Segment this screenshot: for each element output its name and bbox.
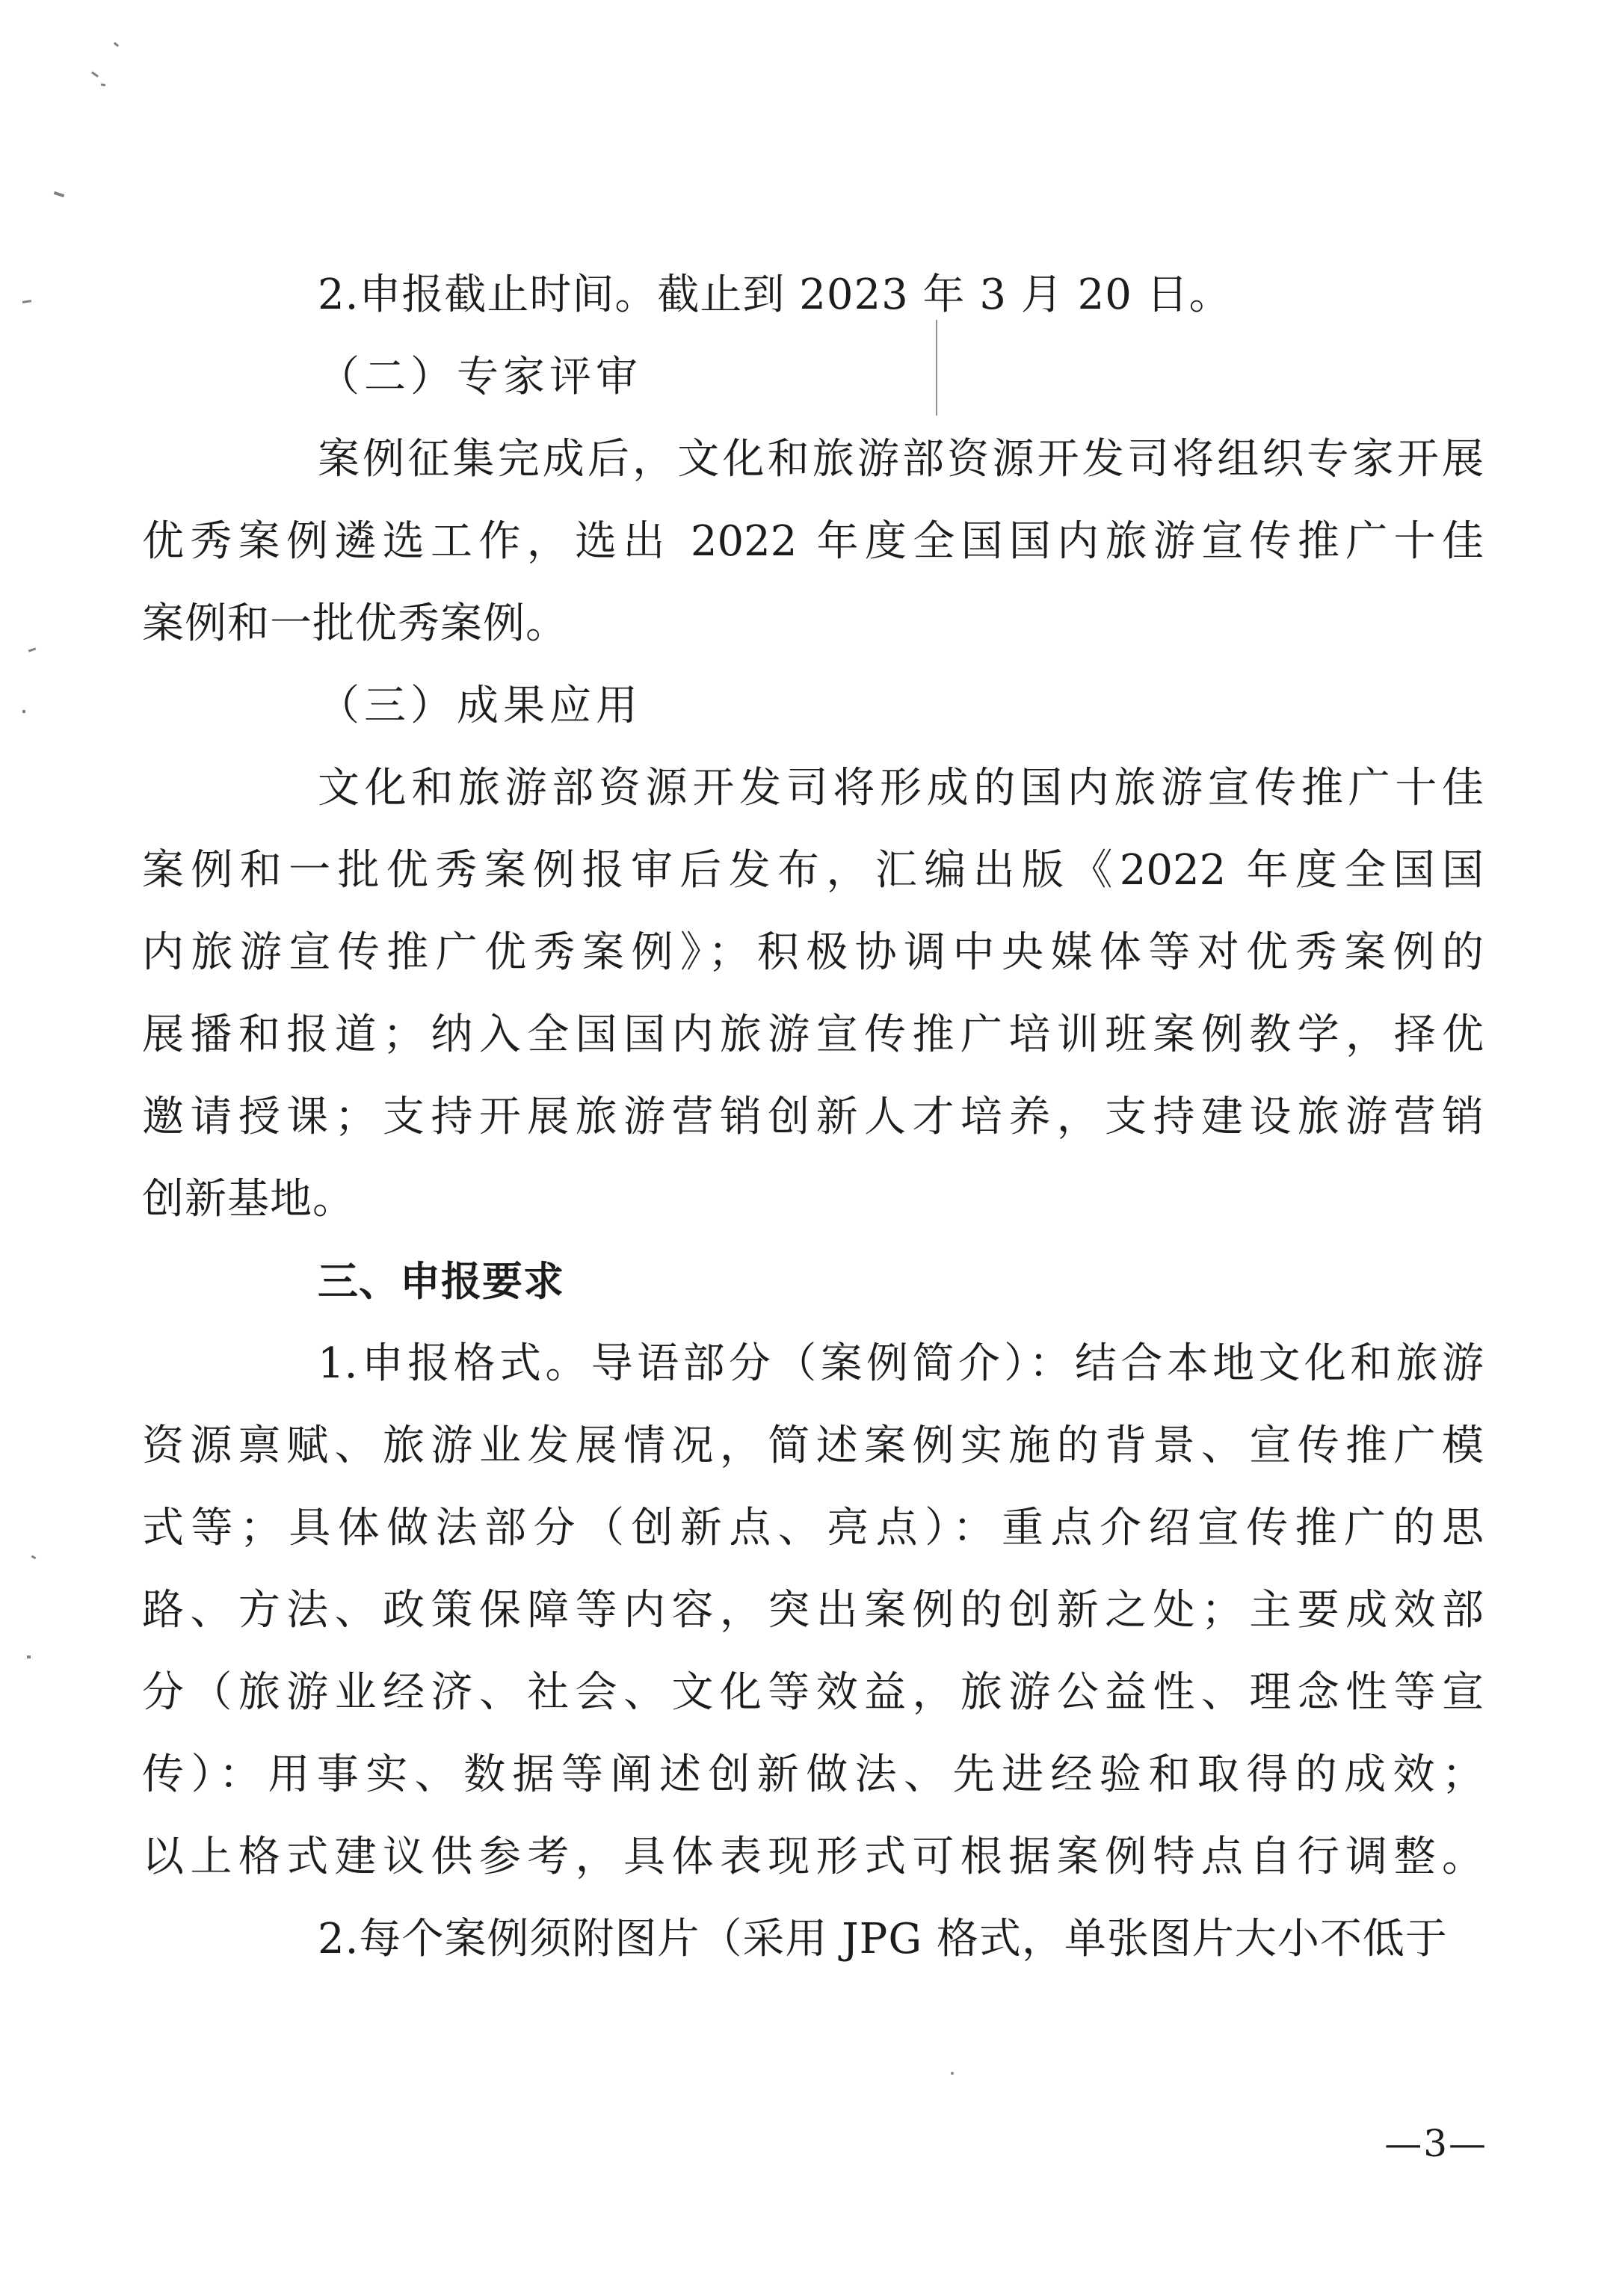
text-line: 内旅游宣传推广优秀案例》；积极协调中央媒体等对优秀案例的 (142, 928, 1484, 977)
text-line: 创新基地。 (142, 1175, 355, 1223)
scan-artifact (951, 2072, 954, 2075)
text-line: 优秀案例遴选工作，选出 2022 年度全国国内旅游宣传推广十佳 (142, 517, 1484, 566)
section-heading-expert-review: （二）专家评审 (318, 353, 642, 401)
scan-artifact (22, 710, 25, 713)
section-heading-results-application: （三）成果应用 (318, 682, 642, 730)
text-line: 展播和报道；纳入全国国内旅游宣传推广培训班案例教学，择优 (142, 1010, 1484, 1059)
page-number: —3— (1384, 2122, 1487, 2165)
text-line: 传）：用事实、数据等阐述创新做法、先进经验和取得的成效； (142, 1750, 1484, 1799)
text-line: 路、方法、政策保障等内容，突出案例的创新之处；主要成效部 (142, 1586, 1484, 1635)
scan-artifact (27, 1655, 31, 1658)
text-line-deadline: 2.申报截止时间。截止到 2023 年 3 月 20 日。 (318, 271, 1232, 319)
section-heading-application-requirements: 三、申报要求 (318, 1258, 564, 1305)
text-line: 1.申报格式。导语部分（案例简介）：结合本地文化和旅游 (318, 1339, 1484, 1388)
text-line: 资源禀赋、旅游业发展情况，简述案例实施的背景、宣传推广模 (142, 1422, 1484, 1470)
text-line: 文化和旅游部资源开发司将形成的国内旅游宣传推广十佳 (318, 764, 1484, 812)
text-line: 分（旅游业经济、社会、文化等效益，旅游公益性、理念性等宣 (142, 1668, 1484, 1717)
scan-artifact (114, 42, 119, 47)
scan-artifact (54, 191, 65, 197)
scan-artifact (28, 647, 36, 652)
text-line: 式等；具体做法部分（创新点、亮点）：重点介绍宣传推广的思 (142, 1504, 1484, 1552)
text-line: 案例和一批优秀案例报审后发布，汇编出版《2022 年度全国国 (142, 846, 1484, 895)
scan-artifact (22, 300, 31, 303)
scan-artifact (91, 71, 99, 77)
text-line: 邀请授课；支持开展旅游营销创新人才培养，支持建设旅游营销 (142, 1093, 1484, 1141)
text-line: 案例和一批优秀案例。 (142, 599, 568, 648)
scan-artifact (101, 84, 105, 87)
text-line: 案例征集完成后，文化和旅游部资源开发司将组织专家开展 (318, 435, 1484, 484)
document-body (142, 254, 1484, 1981)
text-line-images-requirement: 2.每个案例须附图片（采用 JPG 格式，单张图片大小不低于 (318, 1915, 1448, 1963)
text-line: 以上格式建议供参考，具体表现形式可根据案例特点自行调整。 (142, 1833, 1484, 1881)
scan-artifact (31, 1555, 37, 1560)
